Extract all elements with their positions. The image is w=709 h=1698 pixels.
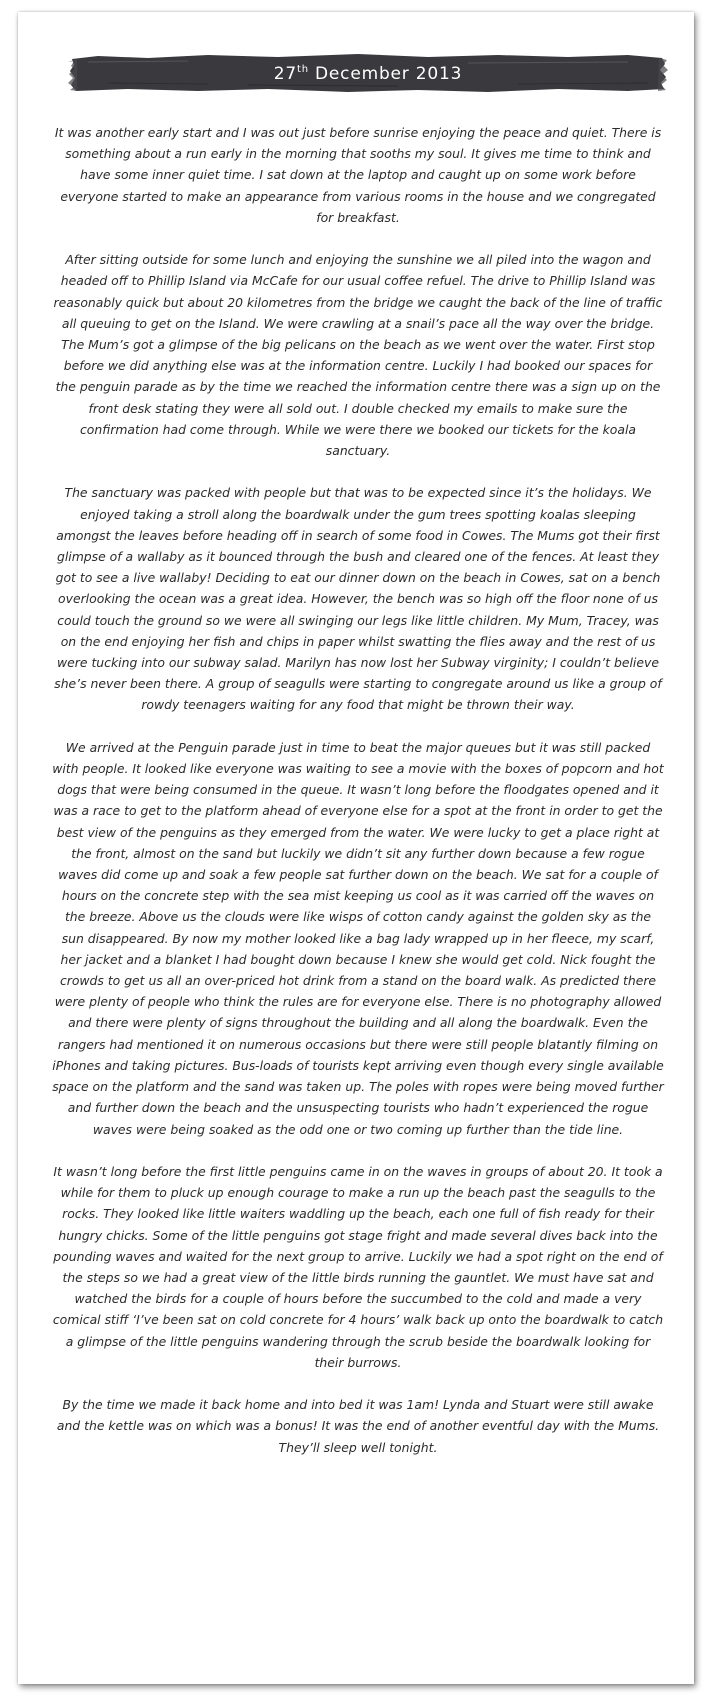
date-month-year: December 2013 (308, 64, 463, 84)
entry-date-title (274, 64, 463, 84)
paragraph-penguin-parade: We arrived at the Penguin parade just in time to beat the major queues but it was still packed with people. It looked like everyone was waiting to see a movie with the boxes of popcorn and hot dogs that were being consumed in the queue. It wasn’t long before the floodgates opened and it was a race to get to the platform ahead of everyone else for a spot at the front in order to get the best view of the penguins as they emerged from the water. We were lucky to get a place right at the front, almost on the sand but luckily we didn’t sit any further down because a few rogue waves did come up and soak a few people sat further down on the beach. We sat for a couple of hours on the concrete step with the sea mist keeping us cool as it was carried off the waves on the breeze. Above us the clouds were like wisps of cotton candy against the golden sky as the sun disappeared. By now my mother looked like a bag lady wrapped up in her fleece, my scarf, her jacket and a blanket I had bought down because I knew she would get cold. Nick fought the crowds to get us all an over-priced hot drink from a stand on the board walk. As predicted there were plenty of people who think the rules are for everyone else. There is no photography allowed and there were plenty of signs throughout the building and all along the boardwalk. Even the rangers had mentioned it on numerous occasions but there were still people blatantly filming on iPhones and taking pictures. Bus-loads of tourists kept arriving even though every single available space on the platform and the sand was taken up. The poles with ropes were being moved further and further down the beach and the unsuspecting tourists who hadn’t experienced the rogue waves were being soaked as the odd one or two coming up further than the tide line. (52, 739, 664, 1137)
date-banner (68, 50, 668, 95)
paragraph-penguins-arrive: It wasn’t long before the first little penguins came in on the waves in groups of about 20. It took a while for them to pluck up enough courage to make a run up the beach past the seagulls to the rocks. They looked like little waiters waddling up the beach, each one full of fish ready for their hungry chicks. Some of the little penguins got stage fright and made several dives back into the pounding waves and waited for the next group to arrive. Luckily we had a spot right on the end of the steps so we had a great view of the little birds running the gauntlet. We must have sat and watched the birds for a couple of hours before the succumbed to the cold and made a very comical stiff ‘I’ve been sat on cold concrete for 4 hours’ walk back up onto the boardwalk to catch a glimpse of the little penguins wandering through the scrub beside the boardwalk looking for their burrows. (52, 1163, 664, 1370)
date-day: 27 (273, 64, 297, 84)
journal-page (18, 12, 694, 1684)
paragraph-sanctuary: The sanctuary was packed with people but that was to be expected since it’s the holidays. We enjoyed taking a stroll along the boardwalk under the gum trees spotting koalas sleeping amongst the leaves before heading off in search of some food in Cowes. The Mums got their first glimpse of a wallaby as it bounced through the bush and cleared one of the fences. At least they got to see a live wallaby! Deciding to eat our dinner down on the beach in Cowes, sat on a bench overlooking the ocean was a great idea. However, the bench was so high off the floor none of us could touch the ground so we were all swinging our legs like little children. My Mum, Tracey, was on the end enjoying her fish and chips in paper whilst swatting the flies away and the rest of us were tucking into our subway salad. Marilyn has now lost her Subway virginity; I couldn’t believe she’s never been there. A group of seagulls were starting to congregate around us like a group of rowdy teenagers waiting for any food that might be thrown their way. (54, 485, 662, 713)
paragraph-morning: It was another early start and I was out just before sunrise enjoying the peace and quiet. There is something about a run early in the morning that sooths my soul. It gives me time to think and have some inner quiet time. I sat down at the laptop and caught up on some work before everyone started to make an appearance from various rooms in the house and we congregated for breakfast. (54, 125, 662, 225)
paragraph-phillip-island: After sitting outside for some lunch and enjoying the sunshine we all piled into the wagon and headed off to Phillip Island via McCafe for our usual coffee refuel. The drive to Phillip Island was reasonably quick but about 20 kilometres from the bridge we caught the back of the line of traffic all queuing to get on the Island. We were crawling at a snail’s pace all the way over the bridge. The Mum’s got a glimpse of the big pelicans on the beach as we went over the water. First stop before we did anything else was at the information centre. Luckily I had booked our spaces for the penguin parade as by the time we reached the information centre there was a sign up on the front desk stating they were all sold out. I double checked my emails to make sure the confirmation had come through. While we were there we booked our tickets for the koala sanctuary. (53, 252, 663, 459)
entry-body (52, 122, 664, 1458)
date-suffix: th (296, 64, 309, 75)
paragraph-home: By the time we made it back home and into bed it was 1am! Lynda and Stuart were still awake and the kettle was on which was a bonus! It was the end of another eventful day with the Mums. They’ll sleep well tonight. (56, 1397, 660, 1455)
